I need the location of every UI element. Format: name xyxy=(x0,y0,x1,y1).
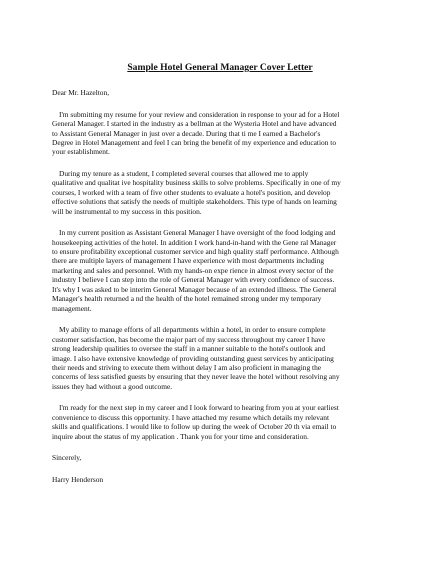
text-line: will be instrumental to my success in this position. xyxy=(52,206,202,216)
text-line: General Manager. I started in the industry as a bellman at the Wysteria Hotel and have advanced xyxy=(52,119,337,129)
paragraph-education xyxy=(52,169,388,216)
text-line: Degree in Hotel Management and feel I can bring the benefit of my experience and education to xyxy=(52,137,337,147)
paragraph-next-step xyxy=(52,403,388,441)
text-line: housekeeping activities of the hotel. In addition I work hand-in-hand with the Gene ral Manager xyxy=(52,237,337,247)
text-line: During my tenure as a student, I completed several courses that allowed me to apply xyxy=(59,168,309,178)
text-line: convenience to discuss this opportunity. I have attached my resume which details my relevant xyxy=(52,412,330,422)
text-line: I'm submitting my resume for your review and consideration in response to your ad for a Hotel xyxy=(59,109,340,119)
text-line: qualitative and qualitat ive hospitality business skills to solve problems. Specifically in one of my xyxy=(52,178,341,188)
text-line: skills and qualifications. I would like to follow up during the week of October 20 th via email to xyxy=(52,422,337,432)
text-line: customer satisfaction, has become the major part of my success throughout my career I have xyxy=(52,334,326,344)
text-line: effective solutions that satisfy the needs of multiple stakeholders. This type of hands on learning xyxy=(52,197,337,207)
text-line: strong leadership qualities to oversee the staff in a manner suitable to the hotel's outlook and xyxy=(52,344,326,354)
signature-name: Harry Henderson xyxy=(52,474,104,484)
text-line: marketing and sales and personnel. With my hands-on expe rience in almost every sector of the xyxy=(52,265,334,275)
text-line: I'm ready for the next step in my career and I look forward to hearing from you at your earliest xyxy=(59,403,339,413)
letter-title: Sample Hotel General Manager Cover Letter xyxy=(127,62,313,73)
text-line: their needs and striving to execute them without delay I am also proficient in managing the xyxy=(52,363,322,373)
text-line: concerns of less satisfied guests by ensuring that they never leave the hotel without resolving any xyxy=(52,372,340,382)
text-line: industry I believe I can step into the role of General Manager with every confidence of success. xyxy=(52,275,335,285)
text-line: In my current position as Assistant General Manager I have oversight of the food lodging and xyxy=(59,228,336,238)
text-line: image. I also have extensive knowledge of providing outstanding guest services by anticipating xyxy=(52,353,334,363)
text-line: My ability to manage efforts of all departments within a hotel, in order to ensure complete xyxy=(59,325,326,335)
salutation: Dear Mr. Hazelton, xyxy=(52,88,110,97)
paragraph-intro xyxy=(52,110,388,157)
text-line: inquire about the status of my application . Thank you for your time and consideration. xyxy=(52,431,309,441)
text-line: to ensure profitability exceptional customer service and high quality staff performance. Although xyxy=(52,247,339,257)
text-line: your establishment. xyxy=(52,147,110,157)
text-line: management. xyxy=(52,303,92,313)
text-line: Manager's health returned a nd the health of the hotel remained strong under my temporary xyxy=(52,294,322,304)
text-line: there are multiple layers of management I have experience with most departments including xyxy=(52,256,325,266)
paragraph-current-position xyxy=(52,228,388,313)
text-line: issues they had without a good outcome. xyxy=(52,381,173,391)
closing: Sincerely, xyxy=(52,453,82,463)
text-line: courses, I worked with a team of five other students to evaluate a hotel's position, and develop xyxy=(52,187,331,197)
text-line: to Assistant General Manager in just over a decade. During that ti me I earned a Bachelor's xyxy=(52,128,321,138)
paragraph-abilities xyxy=(52,325,388,391)
text-line: It's why I was asked to be interim General Manager because of an extended illness. The General xyxy=(52,284,337,294)
